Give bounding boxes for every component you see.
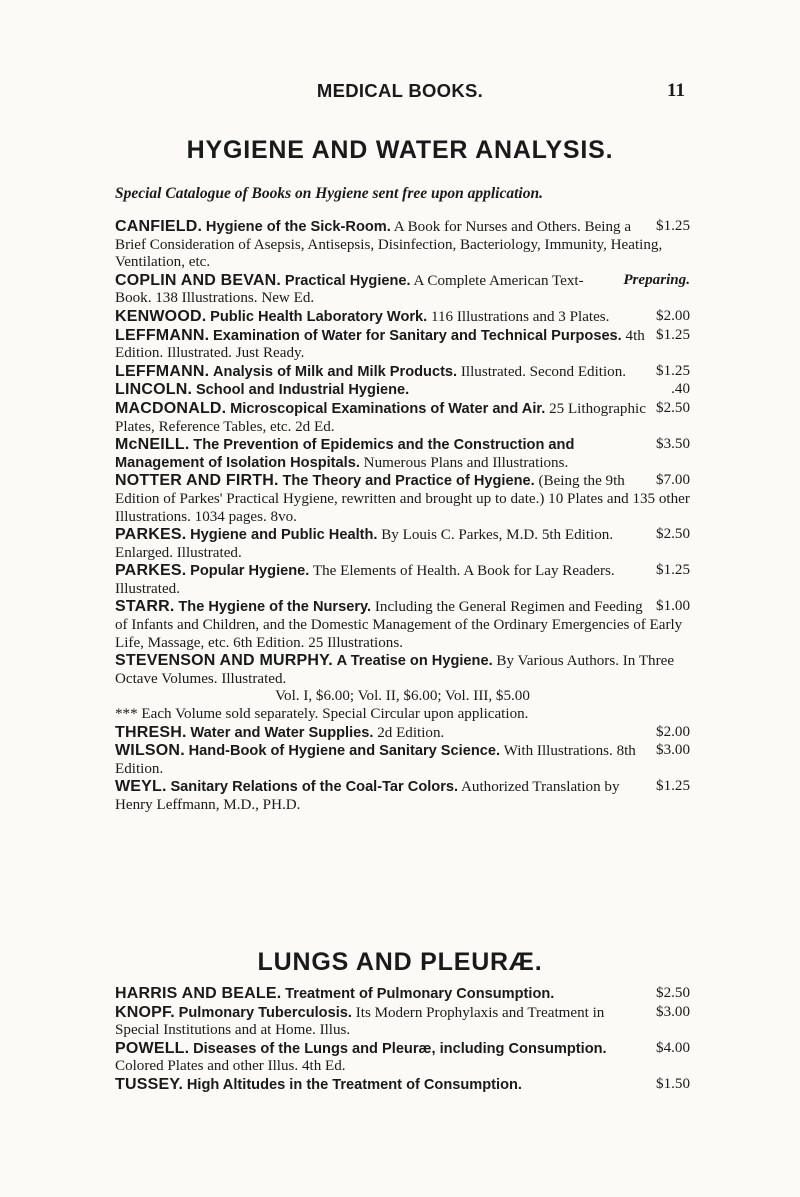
book-description: A Book for Nurses and Others. Being a Brief Consideration of Asepsis, Antisepsis, Disinfection, Bacteriology, Immunity, Heating, Ventilation, etc. [115,219,663,271]
book-price: $1.25 [656,326,690,343]
book-title: Hand-Book of Hygiene and Sanitary Science. [188,743,501,760]
book-description: (Being the 9th Edition of Parkes' Practical Hygiene, rewritten and brought up to date.) 10 Plates and 135 other Illustrations. 1034 pages. 8vo. [115,473,690,525]
book-entry [115,562,690,598]
book-title: Treatment of Pulmonary Consumption. [285,986,555,1002]
book-price: $2.00 [656,723,690,740]
book-price: .40 [671,381,690,398]
book-author: WEYL. [115,778,167,796]
book-title: Hygiene of the Sick-Room. [205,219,391,235]
book-author: LINCOLN. [115,381,193,399]
book-price: $7.00 [656,472,690,489]
book-price: $4.00 [656,1039,690,1056]
book-price: $1.00 [656,598,690,615]
book-title: The Hygiene of the Nursery. [178,599,372,616]
book-entry [115,724,690,743]
book-entry [115,436,690,472]
book-price: $2.50 [656,399,690,416]
book-entry [115,1040,690,1076]
book-entry [115,1004,690,1040]
book-title: The Theory and Practice of Hygiene. [282,473,535,490]
book-title: High Altitudes in the Treatment of Consumption. [186,1076,522,1093]
book-author: WILSON. [115,742,185,760]
book-title: Diseases of the Lungs and Pleuræ, including Consumption. [193,1040,607,1057]
book-price: $3.00 [656,742,690,759]
book-description: 4th Edition. Illustrated. Just Ready. [115,327,645,362]
book-price: $1.25 [656,218,690,234]
book-description: 116 Illustrations and 3 Plates. [431,308,610,325]
book-description: A Complete American Text-Book. 138 Illustrations. New Ed. [115,272,584,307]
book-title: Analysis of Milk and Milk Products. [213,363,458,380]
book-author: THRESH. [115,723,187,741]
book-author: STEVENSON AND MURPHY. [115,652,333,670]
book-price: $1.50 [656,1075,690,1092]
book-note: *** Each Volume sold separately. Special Circular upon application. [115,706,529,723]
book-author: LEFFMANN. [115,326,210,344]
book-author: STARR. [115,598,175,616]
book-description: Colored Plates and other Illus. 4th Ed. [115,1058,346,1075]
section-heading-lungs: LUNGS AND PLEURÆ. [257,948,543,976]
section-heading-hygiene: HYGIENE AND WATER ANALYSIS. [186,136,614,164]
book-entry [115,742,690,778]
book-description: By Louis C. Parkes, M.D. 5th Edition. Enlarged. Illustrated. [115,527,614,561]
book-title: The Prevention of Epidemics and the Construction and Management of Isolation Hospitals. [115,437,575,471]
book-author: KENWOOD. [115,307,207,325]
book-title: Public Health Laboratory Work. [210,308,428,325]
book-author: HARRIS AND BEALE. [115,985,282,1002]
book-entry [115,778,690,814]
book-entry [115,598,690,652]
book-description: By Various Authors. In Three Octave Volumes. Illustrated. [115,653,675,687]
book-entry [115,400,690,436]
book-description: Illustrated. Second Edition. [460,363,627,380]
book-author: McNEILL. [115,436,190,454]
book-price: $2.00 [656,307,690,324]
hygiene-entry-list [115,218,690,815]
book-entry [115,272,690,308]
book-title: A Treatise on Hygiene. [336,653,493,670]
running-head [115,80,685,104]
book-entry [115,526,690,562]
book-description: Its Modern Prophylaxis and Treatment in Special Institutions and at Home. Illus. [115,1004,605,1039]
book-entry [115,472,690,526]
book-author: NOTTER AND FIRTH. [115,472,279,490]
book-description: Authorized Translation by Henry Leffmann, M.D., PH.D. [115,779,620,813]
book-entry [115,1076,690,1095]
book-description: 2d Edition. [377,724,445,741]
book-price: $3.50 [656,436,690,453]
book-title: Sanitary Relations of the Coal-Tar Colors. [170,779,459,796]
book-title: Examination of Water for Sanitary and Technical Purposes. [213,327,622,344]
book-status: Preparing. [623,271,690,288]
book-title: Pulmonary Tuberculosis. [178,1004,352,1021]
book-title: School and Industrial Hygiene. [195,382,410,399]
catalogue-note: Special Catalogue of Books on Hygiene sent free upon application. [115,185,543,202]
book-entry [115,218,690,272]
book-title: Popular Hygiene. [190,563,310,580]
book-author: MACDONALD. [115,399,227,417]
book-description: With Illustrations. 8th Edition. [115,743,636,777]
book-price: $3.00 [656,1003,690,1020]
book-author: KNOPF. [115,1003,175,1021]
book-description: The Elements of Health. A Book for Lay Readers. Illustrated. [115,563,615,597]
lungs-entry-list [115,985,690,1095]
book-author: COPLIN AND BEVAN. [115,271,282,289]
book-title: Microscopical Examinations of Water and Air. [230,400,546,417]
running-head-title: MEDICAL BOOKS. [316,80,484,101]
book-entry [115,652,690,723]
book-title: Hygiene and Public Health. [190,527,378,544]
book-price: $2.50 [656,985,690,1001]
book-entry [115,381,690,400]
page-number: 11 [667,80,685,101]
book-author: LEFFMANN. [115,362,210,380]
book-title: Practical Hygiene. [284,272,411,289]
book-price: $1.25 [656,778,690,795]
book-volumes: Vol. I, $6.00; Vol. II, $6.00; Vol. III, $5.00 [275,688,530,705]
book-title: Water and Water Supplies. [190,724,374,741]
book-description: Including the General Regimen and Feeding of Infants and Children, and the Domestic Management of the Ordinary Emergencies of Early Life, Massage, etc. 6th Edition. 25 Illustrations. [115,599,683,651]
book-author: PARKES. [115,562,187,580]
book-entry [115,308,690,327]
book-price: $1.25 [656,362,690,379]
book-price: $1.25 [656,562,690,579]
book-author: POWELL. [115,1039,190,1057]
book-author: CANFIELD. [115,218,203,235]
book-description: 25 Lithographic Plates, Reference Tables, etc. 2d Ed. [115,400,646,435]
book-author: PARKES. [115,526,187,544]
book-description: Numerous Plans and Illustrations. [363,454,569,471]
book-entry [115,327,690,363]
book-entry [115,363,690,382]
book-price: $2.50 [656,526,690,543]
book-author: TUSSEY. [115,1075,184,1093]
book-entry [115,985,690,1004]
